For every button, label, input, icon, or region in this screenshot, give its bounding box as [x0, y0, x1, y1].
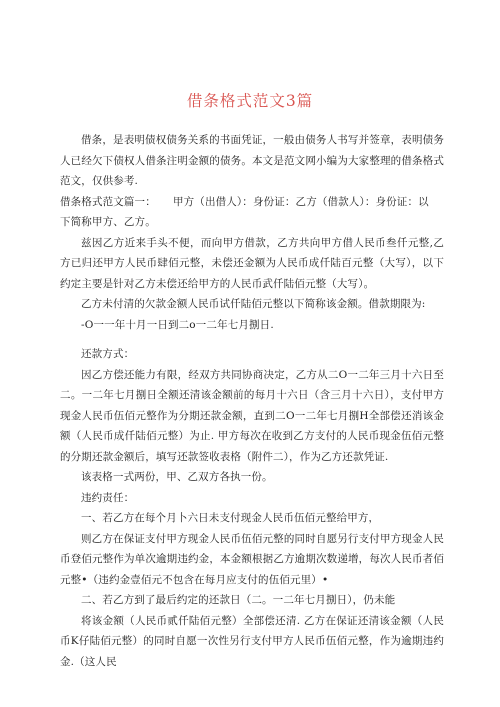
breach-clause-two-paragraph: 将该金额（人民币贰仟陆佰元整）全部偿还清. 乙方在保证还清该金额（人民币K仔陆佰元整）的同时自愿一次性另行支付甲方人民币伍佰元整，作为逾期违约金.（这人民 [60, 614, 444, 668]
loan-period-paragraph: -O一一年十月一日到二o一二年七月捌日. [81, 318, 274, 331]
breach-clause-one-paragraph: 则乙方在保证支付甲方现金人民币伍佰元整的同时自愿另行支付甲方现金人民币登佰元整作为单次逾期违约金，本金额根据乙方逾期次数递增，每次人民币者佰元整•（违约金壹佰元不包含在每月应支付的伍佰元里）• [60, 532, 444, 586]
loan-background-paragraph: 兹因乙方近来手头不便，而向甲方借款，乙方共向甲方借人民币叁仟元整,乙方已归还甲方人民币肆佰元整，未偿还金额为人民币成仟陆百元整（大写），以下约定主要是针对乙方未偿还给甲方的人民币武仟陆佰元整（大写）。 [60, 236, 444, 290]
party-a-line: 甲方（出借人）：身份证：乙方（借款人）：身份证：以 [173, 195, 429, 208]
intro-paragraph: 借条，是表明债权债务关系的书面凭证，一般由债务人书写并签章，表明债务人已经欠下债权人借条注明金额的债务。本文是范文网小编为大家整理的借条格式范文，仅供参考. [60, 134, 444, 187]
repayment-method-heading: 还款方式： [81, 348, 135, 360]
page-title: 借条格式范文3篇 [186, 92, 314, 110]
breach-clause-two-heading: 二、若乙方到了最后约定的还款日（二。一二年七月捌日），仍未能 [81, 594, 396, 606]
section-one-header [60, 192, 444, 213]
section-one-continuation: 下简称甲方、乙方。 [60, 216, 156, 228]
breach-clause-one-heading: 一、若乙方在每个月卜六日未支付现金人民币伍佰元整给甲方， [81, 512, 380, 524]
repayment-method-paragraph: 因乙方偿还能力有限，经双方共同协商决定，乙方从二O一二年三月十六日至二。一二年七月捌日全额还清该金额前的每月十六日（含三月十六日），支付甲方现金人民币伍佰元整作为分期还款金额，直到二O一二年七月捌H全部偿还消该金额（人民币成仟陆佰元整）为止. 甲方每次在收到乙方支付的人民币现金伍佰元整的分期还款金额后，填写还款签收表格（附件二），作为乙方还款凭证. [60, 368, 444, 463]
breach-heading: 违约责任： [81, 491, 135, 504]
copies-paragraph: 该表格一式两份，甲、乙双方各执一份。 [81, 471, 273, 483]
section-one-label: 借条格式范文篇一： [60, 195, 156, 208]
document-body [60, 130, 444, 672]
outstanding-amount-paragraph: 乙方未付清的欠款金额人民币试仟陆佰元整以下简称该金额。借款期限为: [81, 298, 426, 310]
